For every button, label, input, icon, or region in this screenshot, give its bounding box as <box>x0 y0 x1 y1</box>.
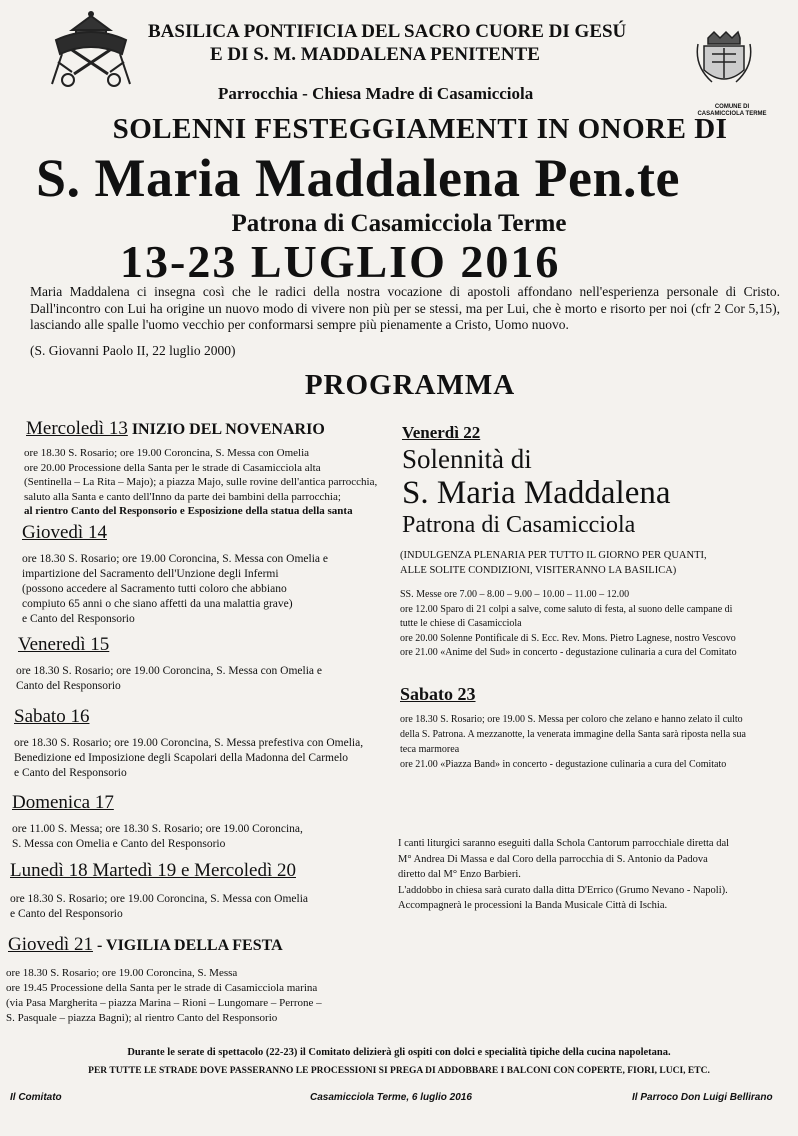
detail-line: ore 18.30 S. Rosario; ore 19.00 Coroncina, S. Messa con Omelia <box>10 893 308 905</box>
detail-line: ore 18.30 S. Rosario; ore 19.00 Coroncina, S. Messa <box>6 967 238 979</box>
day-heading-mon18-wed20: Lunedì 18 Martedì 19 e Mercoledì 20 <box>10 860 296 881</box>
detail-line: ore 20.00 Solenne Pontificale di S. Ecc. Rev. Mons. Pietro Lagnese, nostro Vescovo <box>400 632 736 644</box>
day-heading-sat16: Sabato 16 <box>14 706 90 727</box>
day-heading-sun17: Domenica 17 <box>12 792 114 813</box>
day-heading-extra: - VIGILIA DELLA FESTA <box>96 937 283 954</box>
detail-line: ore 18.30 S. Rosario; ore 19.00 Coroncina, S. Messa con Omelia e <box>22 553 328 565</box>
detail-line: ore 18.30 S. Rosario; ore 19.00 S. Messa per coloro che zelano e hanno zelato il culto <box>400 714 743 725</box>
quote-text: Maria Maddalena ci insegna così che le radici della nostra vocazione di apostoli affondano nell'esperienza personale di Cristo. Dall'incontro con Lui ha origine un nuovo modo di vivere non più per se stessi, ma per Lui, che è morto e risorto per noi (cfr 2 Cor 5,15), lasciando alle spalle l'uomo vecchio per conformarsi sempre più pienamente a Cristo, Uomo nuovo. <box>30 284 780 332</box>
day-details-thu21 <box>6 966 396 1026</box>
indulgence-line: ALLE SOLITE CONDIZIONI, VISITERANNO LA BASILICA) <box>400 565 677 576</box>
detail-line: ore 21.00 «Piazza Band» in concerto - degustazione culinaria a cura del Comitato <box>400 759 727 770</box>
detail-line: ore 21.00 «Anime del Sud» in concerto - degustazione culinaria a cura del Comitato <box>400 647 737 658</box>
day-details-thu14 <box>22 552 397 627</box>
note-line: diretto dal M° Enzo Barbieri. <box>398 869 521 880</box>
detail-line: (Sentinella – La Rita – Majo); a piazza Majo, sulle rovine dell'antica parrocchia, <box>24 476 378 488</box>
note-line: Accompagnerà le processioni la Banda Musicale Città di Ischia. <box>398 900 668 911</box>
detail-line: ore 11.00 S. Messa; ore 18.30 S. Rosario; ore 19.00 Coroncina, <box>12 823 303 835</box>
detail-line: SS. Messe ore 7.00 – 8.00 – 9.00 – 10.00 – 11.00 – 12.00 <box>400 589 630 600</box>
indulgence-line: (INDULGENZA PLENARIA PER TUTTO IL GIORNO PER QUANTI, <box>400 550 707 561</box>
detail-line: ore 20.00 Processione della Santa per le strade di Casamicciola alta <box>24 461 321 474</box>
signature-committee: Il Comitato <box>10 1092 62 1103</box>
solemnity-line1: Solennità di <box>402 444 532 474</box>
detail-line: ore 19.45 Processione della Santa per le strade di Casamicciola marina <box>6 982 318 994</box>
footer-request: PER TUTTE LE STRADE DOVE PASSERANNO LE PROCESSIONI SI PREGA DI ADDOBBARE I BALCONI CON COPERTE, FIORI, LUCI, ETC. <box>88 1066 710 1076</box>
basilica-name-line1: BASILICA PONTIFICIA DEL SACRO CUORE DI GESÚ <box>148 21 627 42</box>
detail-line: saluto alla Santa e canto dell'Inno da parte dei bambini della parrocchia; <box>24 490 341 503</box>
solemnity-line2: S. Maria Maddalena <box>402 475 671 511</box>
note-line: M° Andrea Di Massa e dal Coro della parrocchia di S. Antonio da Padova <box>398 853 708 865</box>
note-line: L'addobbo in chiesa sarà curato dalla ditta D'Errico (Grumo Nevano - Napoli). <box>398 884 728 896</box>
footer-note: Durante le serate di spettacolo (22-23) il Comitato delizierà gli ospiti con dolci e specialità tipiche della cucina napoletana. <box>127 1047 671 1058</box>
indulgence-note <box>400 548 798 578</box>
basilica-name-line2: E DI S. M. MADDALENA PENITENTE <box>210 44 540 65</box>
detail-line: ore 12.00 Sparo di 21 colpi a salve, come saluto di festa, al suono delle campane di <box>400 603 733 615</box>
day-heading: Giovedì 21 <box>8 934 93 955</box>
day-block-wed13 <box>26 418 396 440</box>
day-block-thu21 <box>8 934 398 956</box>
detail-line: Benedizione ed Imposizione degli Scapolari della Madonna del Carmelo <box>14 752 349 764</box>
note-line: I canti liturgici saranno eseguiti dalla Schola Cantorum parrocchiale diretta dal <box>398 838 730 849</box>
day-details-fri22 <box>400 588 798 661</box>
detail-line: e Canto del Responsorio <box>22 613 135 625</box>
quote-source: (S. Giovanni Paolo II, 22 luglio 2000) <box>30 343 236 358</box>
municipal-crest-caption: COMUNE DI CASAMICCIOLA TERME <box>697 104 767 117</box>
day-heading: Mercoledì 13 <box>26 418 128 439</box>
day-heading-sat23: Sabato 23 <box>400 684 476 704</box>
detail-line: impartizione del Sacramento dell'Unzione degli Infermi <box>22 568 279 580</box>
detail-line: tutte le chiese di Casamicciola <box>400 618 522 629</box>
day-details-mon18-wed20 <box>10 892 390 922</box>
detail-line: (via Pasa Margherita – piazza Marina – Rioni – Lungomare – Perrone – <box>6 997 322 1009</box>
day-details-sun17 <box>12 822 392 852</box>
day-heading-thu14: Giovedì 14 <box>22 522 107 543</box>
signature-place-date: Casamicciola Terme, 6 luglio 2016 <box>310 1092 472 1103</box>
day-heading-fri15: Veneredì 15 <box>18 634 110 655</box>
day-details-sat16 <box>14 736 394 781</box>
parish-name: Parrocchia - Chiesa Madre di Casamicciola <box>218 84 534 103</box>
patron-subtitle: Patrona di Casamicciola Terme <box>231 210 567 237</box>
detail-line: e Canto del Responsorio <box>10 908 123 920</box>
detail-line: ore 18.30 S. Rosario; ore 19.00 Coroncina, S. Messa con Omelia e <box>16 665 322 677</box>
papal-crest-icon <box>42 10 140 92</box>
day-details-fri15 <box>16 664 391 694</box>
programma-heading: PROGRAMMA <box>304 369 516 401</box>
solemnity-line3: Patrona di Casamicciola <box>402 512 636 538</box>
detail-line: ore 18.30 S. Rosario; ore 19.00 Coroncina, S. Messa prefestiva con Omelia, <box>14 737 364 749</box>
detail-line: ore 18.30 S. Rosario; ore 19.00 Coroncina, S. Messa con Omelia <box>24 447 310 459</box>
day-heading-extra: INIZIO DEL NOVENARIO <box>131 421 325 438</box>
celebrations-title: SOLENNI FESTEGGIAMENTI IN ONORE DI <box>112 113 728 145</box>
detail-line: (possono accedere al Sacramento tutti coloro che abbiano <box>22 583 287 595</box>
credits-notes <box>398 836 798 914</box>
detail-line: S. Messa con Omelia e Canto del Responsorio <box>12 838 226 850</box>
detail-line: teca marmorea <box>400 744 460 755</box>
detail-line: al rientro Canto del Responsorio e Esposizione della statua della santa <box>24 505 353 517</box>
signature-parish-priest: Il Parroco Don Luigi Bellirano <box>632 1092 773 1103</box>
day-heading-fri22: Venerdì 22 <box>402 423 481 442</box>
saint-name-title: S. Maria Maddalena Pen.te <box>36 148 680 208</box>
day-details-sat23 <box>400 712 798 772</box>
festival-dates: 13-23 LUGLIO 2016 <box>120 236 561 287</box>
detail-line: compiuto 65 anni o che siano affetti da una malattia grave) <box>22 598 293 610</box>
detail-line: e Canto del Responsorio <box>14 767 127 779</box>
detail-line: S. Pasquale – piazza Bagni); al rientro Canto del Responsorio <box>6 1012 278 1024</box>
detail-line: Canto del Responsorio <box>16 680 121 692</box>
municipal-crest-icon <box>694 30 754 92</box>
detail-line: della S. Patrona. A mezzanotte, la venerata immagine della Santa sarà riposta nella sua <box>400 729 746 740</box>
day-details-wed13 <box>24 446 399 519</box>
